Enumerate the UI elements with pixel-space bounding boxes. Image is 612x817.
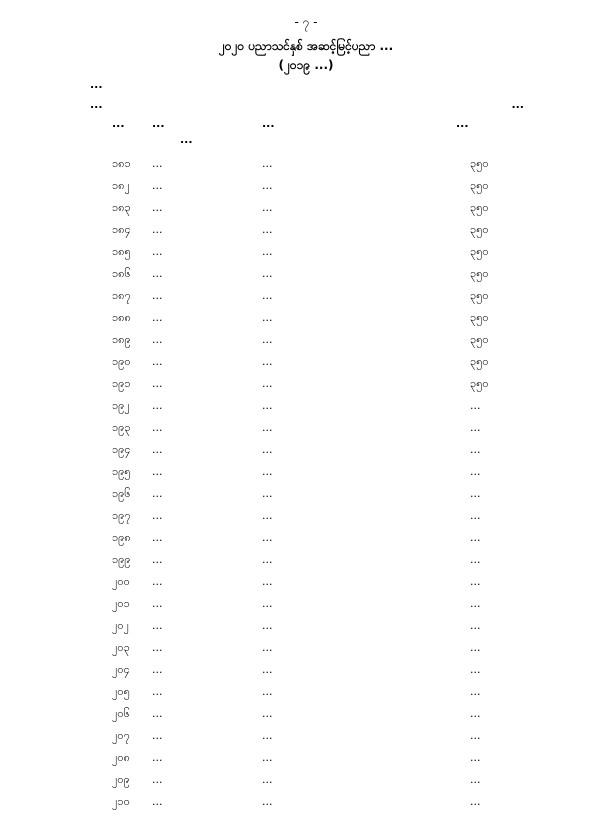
- mark-value: ၃၅၀: [470, 157, 489, 170]
- list-item: [0, 531, 612, 553]
- roll-number: ...: [152, 795, 163, 808]
- student-name: ...: [262, 663, 273, 676]
- list-item: [0, 377, 612, 399]
- student-name: ...: [262, 773, 273, 786]
- student-name: ...: [262, 267, 273, 280]
- mark-value: ၃၅၀: [470, 179, 489, 192]
- roll-number: ...: [152, 465, 163, 478]
- student-name: ...: [262, 157, 273, 170]
- mark-value: ...: [470, 729, 481, 742]
- student-name: ...: [262, 179, 273, 192]
- student-name: ...: [262, 355, 273, 368]
- row-number: ၁၉၅: [112, 465, 131, 478]
- list-item: [0, 553, 612, 575]
- page-number: - ၇ -: [294, 15, 318, 29]
- roll-number: ...: [152, 267, 163, 280]
- student-name: ...: [262, 377, 273, 390]
- mark-value: ...: [470, 641, 481, 654]
- document-subtitle: (၂၀၁၉ ...): [278, 58, 334, 72]
- row-number: ၁၈၄: [112, 223, 131, 236]
- mark-value: ...: [470, 751, 481, 764]
- mark-value: ...: [470, 773, 481, 786]
- row-number: ၁၈၂: [112, 179, 130, 192]
- row-number: ၁၈၈: [112, 311, 131, 324]
- roll-number: ...: [152, 245, 163, 258]
- roll-number: ...: [152, 311, 163, 324]
- header-no: ...: [112, 117, 125, 130]
- row-number: ၁၉၇: [112, 509, 131, 522]
- row-number: ၂၁၀: [112, 795, 130, 808]
- roll-number: ...: [152, 553, 163, 566]
- student-name: ...: [262, 465, 273, 478]
- row-number: ၁၉၃: [112, 421, 131, 434]
- roll-number: ...: [152, 597, 163, 610]
- student-name: ...: [262, 509, 273, 522]
- list-item: [0, 421, 612, 443]
- row-number: ၂၀၅: [112, 685, 130, 698]
- row-number: ၁၈၇: [112, 289, 131, 302]
- roll-number: ...: [152, 201, 163, 214]
- student-name: ...: [262, 333, 273, 346]
- row-number: ၁၉၈: [112, 531, 131, 544]
- list-item: [0, 465, 612, 487]
- region-line: ...: [90, 78, 103, 91]
- list-item: [0, 663, 612, 685]
- student-name: ...: [262, 289, 273, 302]
- results-list: [0, 157, 612, 817]
- list-item: [0, 179, 612, 201]
- row-number: ၁၈၃: [112, 201, 131, 214]
- row-number: ၂၀၈: [112, 751, 130, 764]
- student-name: ...: [262, 641, 273, 654]
- row-number: ၂၀၃: [112, 641, 130, 654]
- roll-number: ...: [152, 289, 163, 302]
- list-item: [0, 355, 612, 377]
- student-name: ...: [262, 575, 273, 588]
- header-roll: ...: [152, 117, 165, 130]
- mark-value: ၃၅၀: [470, 223, 489, 236]
- list-item: [0, 729, 612, 751]
- mark-value: ၃၅၀: [470, 267, 489, 280]
- mark-value: ...: [470, 487, 481, 500]
- row-number: ၂၀၂: [112, 619, 129, 632]
- roll-number: ...: [152, 487, 163, 500]
- student-name: ...: [262, 443, 273, 456]
- mark-value: ...: [470, 575, 481, 588]
- row-number: ၁၉၄: [112, 443, 131, 456]
- list-item: [0, 223, 612, 245]
- student-name: ...: [262, 311, 273, 324]
- row-number: ၁၈၉: [112, 333, 131, 346]
- mark-value: ၃၅၀: [470, 333, 489, 346]
- mark-value: ...: [470, 443, 481, 456]
- list-item: [0, 751, 612, 773]
- student-name: ...: [262, 487, 273, 500]
- row-number: ၁၉၆: [112, 487, 131, 500]
- mark-value: ၃၅၀: [470, 377, 489, 390]
- list-item: [0, 399, 612, 421]
- row-number: ၂၀၁: [112, 597, 130, 610]
- roll-number: ...: [152, 333, 163, 346]
- mark-value: ...: [470, 597, 481, 610]
- mark-value: ...: [470, 619, 481, 632]
- row-number: ၂၀၄: [112, 663, 130, 676]
- list-item: [0, 641, 612, 663]
- roll-number: ...: [152, 157, 163, 170]
- mark-value: ၃၅၀: [470, 245, 489, 258]
- roll-number: ...: [152, 729, 163, 742]
- roll-number: ...: [152, 509, 163, 522]
- list-item: [0, 575, 612, 597]
- mark-value: ...: [470, 707, 481, 720]
- list-item: [0, 707, 612, 729]
- list-item: [0, 201, 612, 223]
- mark-value: ...: [470, 795, 481, 808]
- student-name: ...: [262, 553, 273, 566]
- student-name: ...: [262, 421, 273, 434]
- list-item: [0, 443, 612, 465]
- roll-number: ...: [152, 355, 163, 368]
- roll-number: ...: [152, 685, 163, 698]
- list-item: [0, 795, 612, 817]
- center-line: ...: [90, 98, 103, 111]
- row-number: ၁၉၁: [112, 377, 131, 390]
- student-name: ...: [262, 531, 273, 544]
- roll-number: ...: [152, 399, 163, 412]
- list-item: [0, 487, 612, 509]
- row-number: ၁၉၂: [112, 399, 130, 412]
- header-name: ...: [262, 117, 275, 130]
- mark-value: ၃၅၀: [470, 311, 489, 324]
- mark-value: ...: [470, 553, 481, 566]
- list-item: [0, 509, 612, 531]
- student-name: ...: [262, 399, 273, 412]
- roll-number: ...: [152, 223, 163, 236]
- list-item: [0, 289, 612, 311]
- mark-value: ၃၅၀: [470, 289, 489, 302]
- list-item: [0, 333, 612, 355]
- student-name: ...: [262, 751, 273, 764]
- row-number: ၂၀၉: [112, 773, 130, 786]
- row-number: ၁၉၉: [112, 553, 131, 566]
- student-name: ...: [262, 707, 273, 720]
- student-name: ...: [262, 795, 273, 808]
- document-title: ၂၀၂၀ ပညာသင်နှစ် အဆင့်မြင့်ပညာ ...: [218, 39, 394, 53]
- mark-value: ...: [470, 509, 481, 522]
- row-number: ၂၀၆: [112, 707, 130, 720]
- row-number: ၁၈၆: [112, 267, 131, 280]
- list-item: [0, 619, 612, 641]
- row-number: ၂၀၇: [112, 729, 130, 742]
- list-item: [0, 311, 612, 333]
- student-name: ...: [262, 729, 273, 742]
- roll-number: ...: [152, 751, 163, 764]
- mark-value: ...: [470, 531, 481, 544]
- student-name: ...: [262, 223, 273, 236]
- roll-number: ...: [152, 575, 163, 588]
- list-item: [0, 685, 612, 707]
- roll-number: ...: [152, 421, 163, 434]
- student-name: ...: [262, 597, 273, 610]
- roll-number: ...: [152, 641, 163, 654]
- student-name: ...: [262, 201, 273, 214]
- list-item: [0, 597, 612, 619]
- list-item: [0, 245, 612, 267]
- roll-number: ...: [152, 619, 163, 632]
- year-line: ...: [511, 98, 524, 111]
- mark-value: ...: [470, 663, 481, 676]
- roll-number: ...: [152, 377, 163, 390]
- mark-value: ...: [470, 465, 481, 478]
- mark-value: ၃၅၀: [470, 355, 489, 368]
- mark-value: ...: [470, 685, 481, 698]
- row-number: ၁၉၀: [112, 355, 131, 368]
- roll-number: ...: [152, 707, 163, 720]
- student-name: ...: [262, 619, 273, 632]
- student-name: ...: [262, 245, 273, 258]
- list-item: [0, 157, 612, 179]
- roll-number: ...: [152, 179, 163, 192]
- header-roll-sub: ...: [180, 133, 193, 146]
- row-number: ၂၀၀: [112, 575, 130, 588]
- header-mark: ...: [456, 117, 469, 130]
- mark-value: ...: [470, 421, 481, 434]
- roll-number: ...: [152, 773, 163, 786]
- list-item: [0, 267, 612, 289]
- mark-value: ...: [470, 399, 481, 412]
- mark-value: ၃၅၀: [470, 201, 489, 214]
- row-number: ၁၈၁: [112, 157, 131, 170]
- row-number: ၁၈၅: [112, 245, 131, 258]
- roll-number: ...: [152, 531, 163, 544]
- roll-number: ...: [152, 443, 163, 456]
- student-name: ...: [262, 685, 273, 698]
- roll-number: ...: [152, 663, 163, 676]
